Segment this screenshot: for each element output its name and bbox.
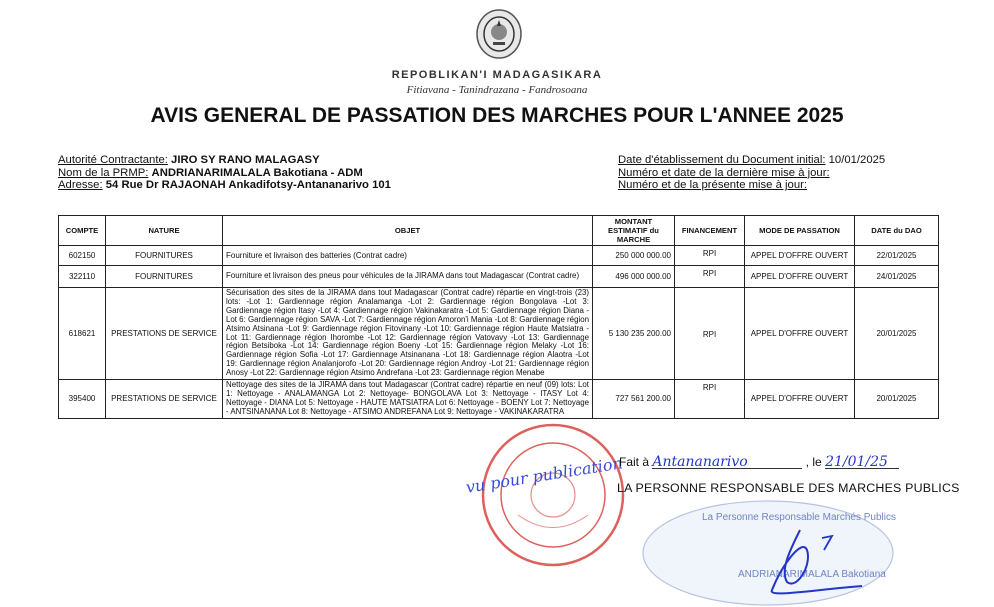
responsible-title: LA PERSONNE RESPONSABLE DES MARCHES PUBLICS xyxy=(617,481,960,495)
cell-montant: 5 130 235 200.00 xyxy=(593,288,675,380)
state-emblem-icon xyxy=(475,8,523,60)
cell-nature: FOURNITURES xyxy=(106,266,223,288)
cell-compte: 322110 xyxy=(59,266,106,288)
authority-label: Autorité Contractante: xyxy=(58,154,168,166)
prmp-line xyxy=(58,167,391,180)
current-update-label: Numéro et de la présente mise à jour: xyxy=(618,179,808,192)
header-financement: FINANCEMENT xyxy=(675,216,745,246)
cell-mode: APPEL D'OFFRE OUVERT xyxy=(745,266,855,288)
prmp-value: ANDRIANARIMALALA Bakotiana - ADM xyxy=(151,166,363,179)
cell-montant: 496 000 000.00 xyxy=(593,266,675,288)
table-row xyxy=(59,380,939,419)
header-compte: COMPTE xyxy=(59,216,106,246)
header-date: DATE du DAO xyxy=(855,216,939,246)
cell-montant: 250 000 000.00 xyxy=(593,246,675,266)
handwritten-note: vu pour publication xyxy=(464,453,624,497)
header-nature: NATURE xyxy=(106,216,223,246)
table-row xyxy=(59,288,939,380)
republic-motto: Fitiavana - Tanindrazana - Fandrosoana xyxy=(406,84,588,96)
last-update-label: Numéro et date de la dernière mise à jour: xyxy=(618,166,830,179)
cell-financement: RPI xyxy=(675,288,745,380)
cell-financement: RPI xyxy=(675,246,745,266)
cell-nature: PRESTATIONS DE SERVICE xyxy=(106,380,223,419)
cell-date: 22/01/2025 xyxy=(855,246,939,266)
authority-info xyxy=(58,154,391,192)
table-header-row xyxy=(59,216,939,246)
header-mode: MODE DE PASSATION xyxy=(745,216,855,246)
document-dates xyxy=(618,154,885,192)
cell-financement: RPI xyxy=(675,266,745,288)
fait-place-line xyxy=(652,454,802,469)
cell-date: 20/01/2025 xyxy=(855,288,939,380)
doc-date-line xyxy=(618,154,885,167)
cell-compte: 618621 xyxy=(59,288,106,380)
fait-line xyxy=(619,454,949,469)
authority-value: JIRO SY RANO MALAGASY xyxy=(171,154,320,166)
cell-objet: Nettoyage des sites de la JIRAMA dans tout Madagascar (Contrat cadre) répartie en neuf (09) lots: Lot 1: Nettoyage - ANALAMANGA Lot 2: Nettoyage- BONGOLAVA Lot 3: Nettoyage - ITASY Lot 4: Nettoyage - DIANA Lot 5: Nettoyage - HAUTE MATSIATRA Lot 6: Nettoyage - BOENY Lot 7: Nettoyage - ANTSINANANA Lot 8: Nettoyage - ATSIMO ANDREFANA Lot 9: Nettoyage - VAKINAKARATRA xyxy=(223,380,593,419)
cell-montant: 727 561 200.00 xyxy=(593,380,675,419)
doc-date-value: 10/01/2025 xyxy=(828,154,886,166)
fait-date: 21/01/25 xyxy=(825,454,888,470)
address-label: Adresse: xyxy=(58,179,103,192)
cell-financement: RPI xyxy=(675,380,745,419)
cell-date: 24/01/2025 xyxy=(855,266,939,288)
header-objet: OBJET xyxy=(223,216,593,246)
prmp-label: Nom de la PRMP: xyxy=(58,166,149,179)
cell-mode: APPEL D'OFFRE OUVERT xyxy=(745,380,855,419)
fait-label: Fait à xyxy=(619,455,650,469)
cell-date: 20/01/2025 xyxy=(855,380,939,419)
cell-nature: PRESTATIONS DE SERVICE xyxy=(106,288,223,380)
fait-date-line xyxy=(825,454,899,469)
table-row xyxy=(59,266,939,288)
cell-objet: Sécurisation des sites de la JIRAMA dans tout Madagascar (Contrat cadre) répartie en vingt-trois (23) lots: -Lot 1: Gardiennage région Analamanga -Lot 2: Gardiennage région Bongolava -Lot 3: Gardiennage région Itasy -Lot 4: Gardiennage région Vakinakaratra -Lot 5: Gardiennage région Diana -Lot 6: Gardiennage région SAVA -Lot 7: Gardiennage région Amoron'i Mania -Lot 8: Gardiennage région Atsimo Atsinana -Lot 9: Gardiennage région Fitovinany -Lot 10: Gardiennage région Haute Matsiatra -Lot 11: Gardiennage région Ihorombe -Lot 12: Gardiennage région Vatovavy -Lot 13: Gardiennage région Betsiboka -Lot 14: Gardiennage région Boeny -Lot 15: Gardiennage région Melaky -Lot 16: Gardiennage région Sofia -Lot 17: Gardiennage Atsinanana -Lot 18: Gardiennage région Alaotra -Lot 19: Gardiennage région Analanjorofo -Lot 20: Gardiennage région Androy -Lot 21: Gardiennage région Anosy -Lot 22: Gardiennage région Atsimo Andrefana -Lot 23: Gardiennage région Menabe xyxy=(223,288,593,380)
le-label: , le xyxy=(805,455,822,469)
address-value: 54 Rue Dr RAJAONAH Ankadifotsy-Antananarivo 101 xyxy=(105,179,391,192)
cell-compte: 602150 xyxy=(59,246,106,266)
address-line xyxy=(58,179,391,192)
procurement-table xyxy=(58,215,939,419)
document-title: AVIS GENERAL DE PASSATION DES MARCHES POUR L'ANNEE 2025 xyxy=(150,104,844,127)
ministry-stamp xyxy=(478,420,628,570)
cell-objet: Fourniture et livraison des batteries (Contrat cadre) xyxy=(223,246,593,266)
cell-nature: FOURNITURES xyxy=(106,246,223,266)
cell-objet: Fourniture et livraison des pneus pour véhicules de la JIRAMA dans tout Madagascar (Contrat cadre) xyxy=(223,266,593,288)
cell-mode: APPEL D'OFFRE OUVERT xyxy=(745,288,855,380)
doc-date-label: Date d'établissement du Document initial: xyxy=(618,154,826,166)
cell-mode: APPEL D'OFFRE OUVERT xyxy=(745,246,855,266)
prmp-stamp-name: ANDRIANARIMALALA Bakotiana xyxy=(738,569,886,580)
fait-place: Antananarivo xyxy=(652,454,748,470)
prmp-stamp-title: La Personne Responsable Marchés Publics xyxy=(702,512,896,523)
authority-line xyxy=(58,154,391,167)
republic-name: REPOBLIKAN'I MADAGASIKARA xyxy=(391,69,603,81)
cell-compte: 395400 xyxy=(59,380,106,419)
header-montant: MONTANT ESTIMATIF du MARCHE xyxy=(593,216,675,246)
table-row xyxy=(59,246,939,266)
signature xyxy=(752,520,882,600)
